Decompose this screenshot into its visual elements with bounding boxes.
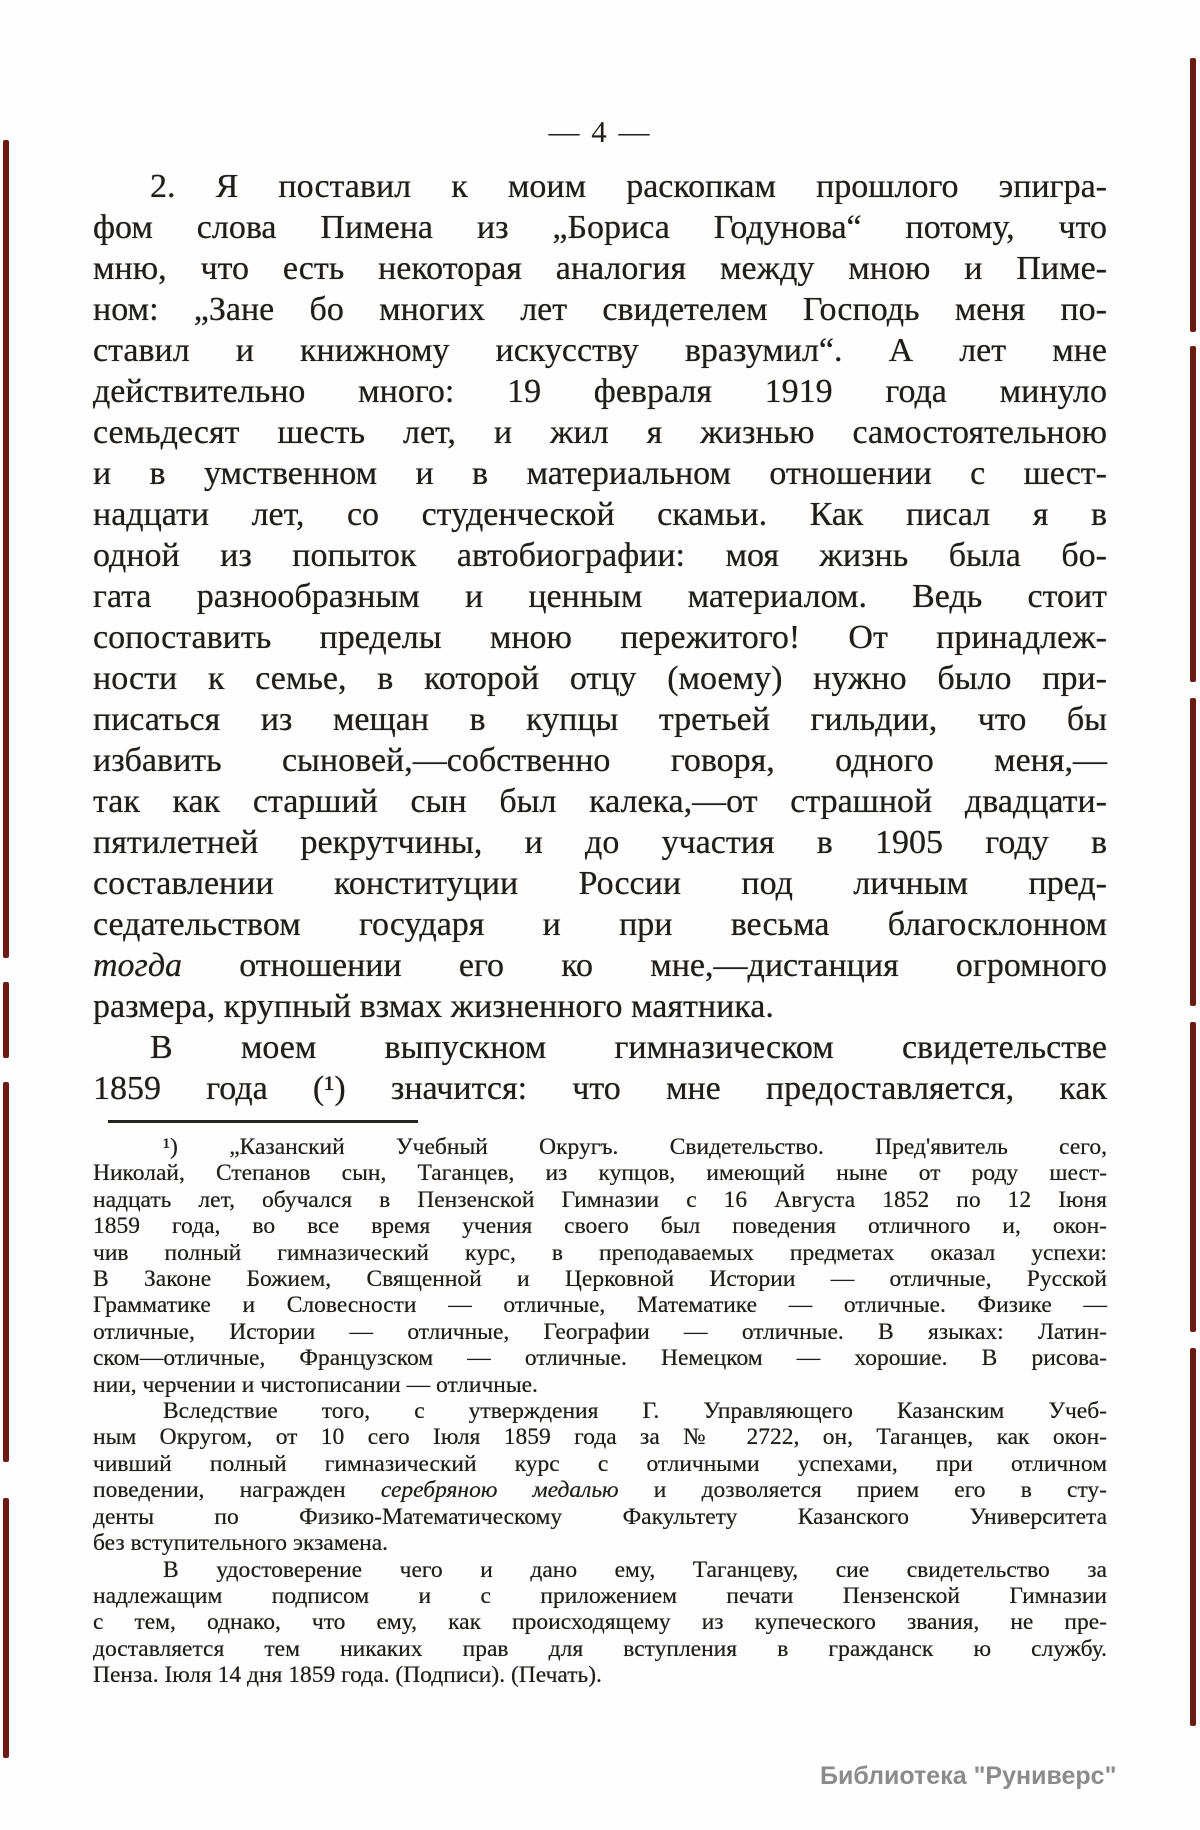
text-line: ставил и книжному искусству вразумил“. А лет мне	[93, 332, 1107, 369]
text-line: В моем выпускном гимназическом свидетельстве	[150, 1029, 1107, 1066]
text-line: фом слова Пимена из „Бориса Годунова“ потому, что	[93, 209, 1107, 246]
text-line: с тем, однако, что ему, как происходящему из купеческого звания, не пре-	[93, 1609, 1107, 1636]
text-line: надцати лет, со студенческой скамьи. Как писал я в	[93, 496, 1107, 533]
text-line: одной из попыток автобиографии: моя жизнь была бо-	[93, 537, 1107, 574]
scan-edge-mark	[1190, 346, 1196, 682]
scan-edge-mark	[1190, 1022, 1196, 1332]
text-line: Вследствие того, с утверждения Г. Управляющего Казанским Учеб-	[163, 1398, 1107, 1425]
text-line: седательством государя и при весьма благосклонном	[93, 906, 1107, 943]
text-line: составлении конституции России под личным пред-	[93, 865, 1107, 902]
text-line: ском—отличные, Французском — отличные. Немецком — хорошие. В рисова-	[93, 1345, 1107, 1372]
text-line: поведении, награжден серебряною медалью и дозволяется прием его в сту-	[93, 1477, 1108, 1504]
paragraph	[93, 1398, 1107, 1556]
scan-edge-mark	[1190, 58, 1196, 332]
text-line: нии, черчении и чистописании — отличные.	[93, 1371, 538, 1398]
text-line: чив полный гимназический курс, в преподаваемых предметах оказал успехи:	[93, 1239, 1107, 1266]
text-line: семьдесят шесть лет, и жил я жизнью самостоятельною	[93, 414, 1107, 451]
footnote-text	[93, 1134, 1107, 1689]
text-line: пятилетней рекрутчины, и до участия в 1905 году в	[93, 824, 1107, 861]
text-line: В удостоверение чего и дано ему, Таганцеву, сие свидетельство за	[163, 1556, 1107, 1583]
paragraph	[93, 1027, 1107, 1109]
text-line: тогда отношении его ко мне,—дистанция огромного	[93, 947, 1107, 984]
text-line: Николай, Степанов сын, Таганцев, из купцов, имеющий ныне от роду шест-	[93, 1160, 1107, 1187]
text-line: гата разнообразным и ценным материалом. Ведь стоит	[93, 578, 1107, 615]
text-line: мню, что есть некоторая аналогия между мною и Пиме-	[93, 250, 1107, 287]
text-line: доставляется тем никаких прав для вступления в гражданск ю службу.	[93, 1635, 1107, 1662]
text-line: чивший полный гимназический курс с отличными успехами, при отличном	[93, 1450, 1107, 1477]
text-line: отличные, Истории — отличные, Географии — отличные. В языках: Латин-	[93, 1318, 1107, 1345]
text-line: денты по Физико-Математическому Факультету Казанского Университета	[93, 1503, 1107, 1530]
scan-edge-mark	[1190, 1348, 1196, 1726]
text-line: действительно много: 19 февраля 1919 года минуло	[93, 373, 1107, 410]
text-line: ности к семье, в которой отцу (моему) нужно было при-	[93, 660, 1107, 697]
text-line: 2. Я поставил к моим раскопкам прошлого эпигра-	[150, 168, 1107, 205]
text-line: писаться из мещан в купцы третьей гильдии, что бы	[93, 701, 1107, 738]
text-line: Грамматике и Словесности — отличные, Математике — отличные. Физике —	[93, 1292, 1107, 1319]
paragraph	[93, 166, 1107, 1027]
scan-edge-mark	[1190, 698, 1196, 1006]
text-line: ¹) „Казанский Учебный Округъ. Свидетельство. Пред'явитель сего,	[163, 1134, 1107, 1160]
paragraph	[93, 1134, 1107, 1398]
text-line: ным Округом, от 10 сего Іюля 1859 года за № 2722, он, Таганцев, как окон-	[93, 1424, 1107, 1451]
page-number-header: — 4 —	[548, 114, 652, 149]
text-line: надцать лет, обучался в Пензенской Гимназии с 16 Августа 1852 по 12 Іюня	[93, 1186, 1107, 1213]
library-watermark: Библиотека "Руниверс"	[820, 1762, 1117, 1790]
text-line: 1859 года, во все время учения своего был поведения отличного и, окон-	[93, 1213, 1107, 1240]
text-line: так как старший сын был калека,—от страшной двадцати-	[93, 783, 1107, 820]
text-line: избавить сыновей,—собственно говоря, одного меня,—	[93, 742, 1107, 779]
scan-edge-mark	[3, 1082, 9, 1462]
text-line: ном: „Зане бо многих лет свидетелем Господь меня по-	[93, 291, 1107, 328]
main-body-text	[93, 166, 1107, 1109]
text-line: и в умственном и в материальном отношении с шест-	[93, 455, 1107, 492]
text-line: В Законе Божием, Священной и Церковной Истории — отличные, Русской	[93, 1266, 1107, 1293]
scan-edge-mark	[3, 982, 9, 1058]
scan-edge-mark	[3, 140, 9, 958]
footnote-separator-rule	[108, 1120, 418, 1123]
text-line: надлежащим подписом и с приложением печати Пензенской Гимназии	[93, 1582, 1107, 1609]
text-line: 1859 года (¹) значится: что мне предоставляется, как	[93, 1070, 1107, 1107]
text-line: Пенза. Іюля 14 дня 1859 года. (Подписи). (Печать).	[93, 1662, 602, 1689]
text-line: сопоставить пределы мною пережитого! От принадлеж-	[93, 619, 1107, 656]
text-line: без вступительного экзамена.	[93, 1530, 389, 1557]
paragraph	[93, 1557, 1107, 1689]
scan-edge-mark	[3, 1498, 9, 1758]
text-line: размера, крупный взмах жизненного маятника.	[93, 988, 774, 1025]
